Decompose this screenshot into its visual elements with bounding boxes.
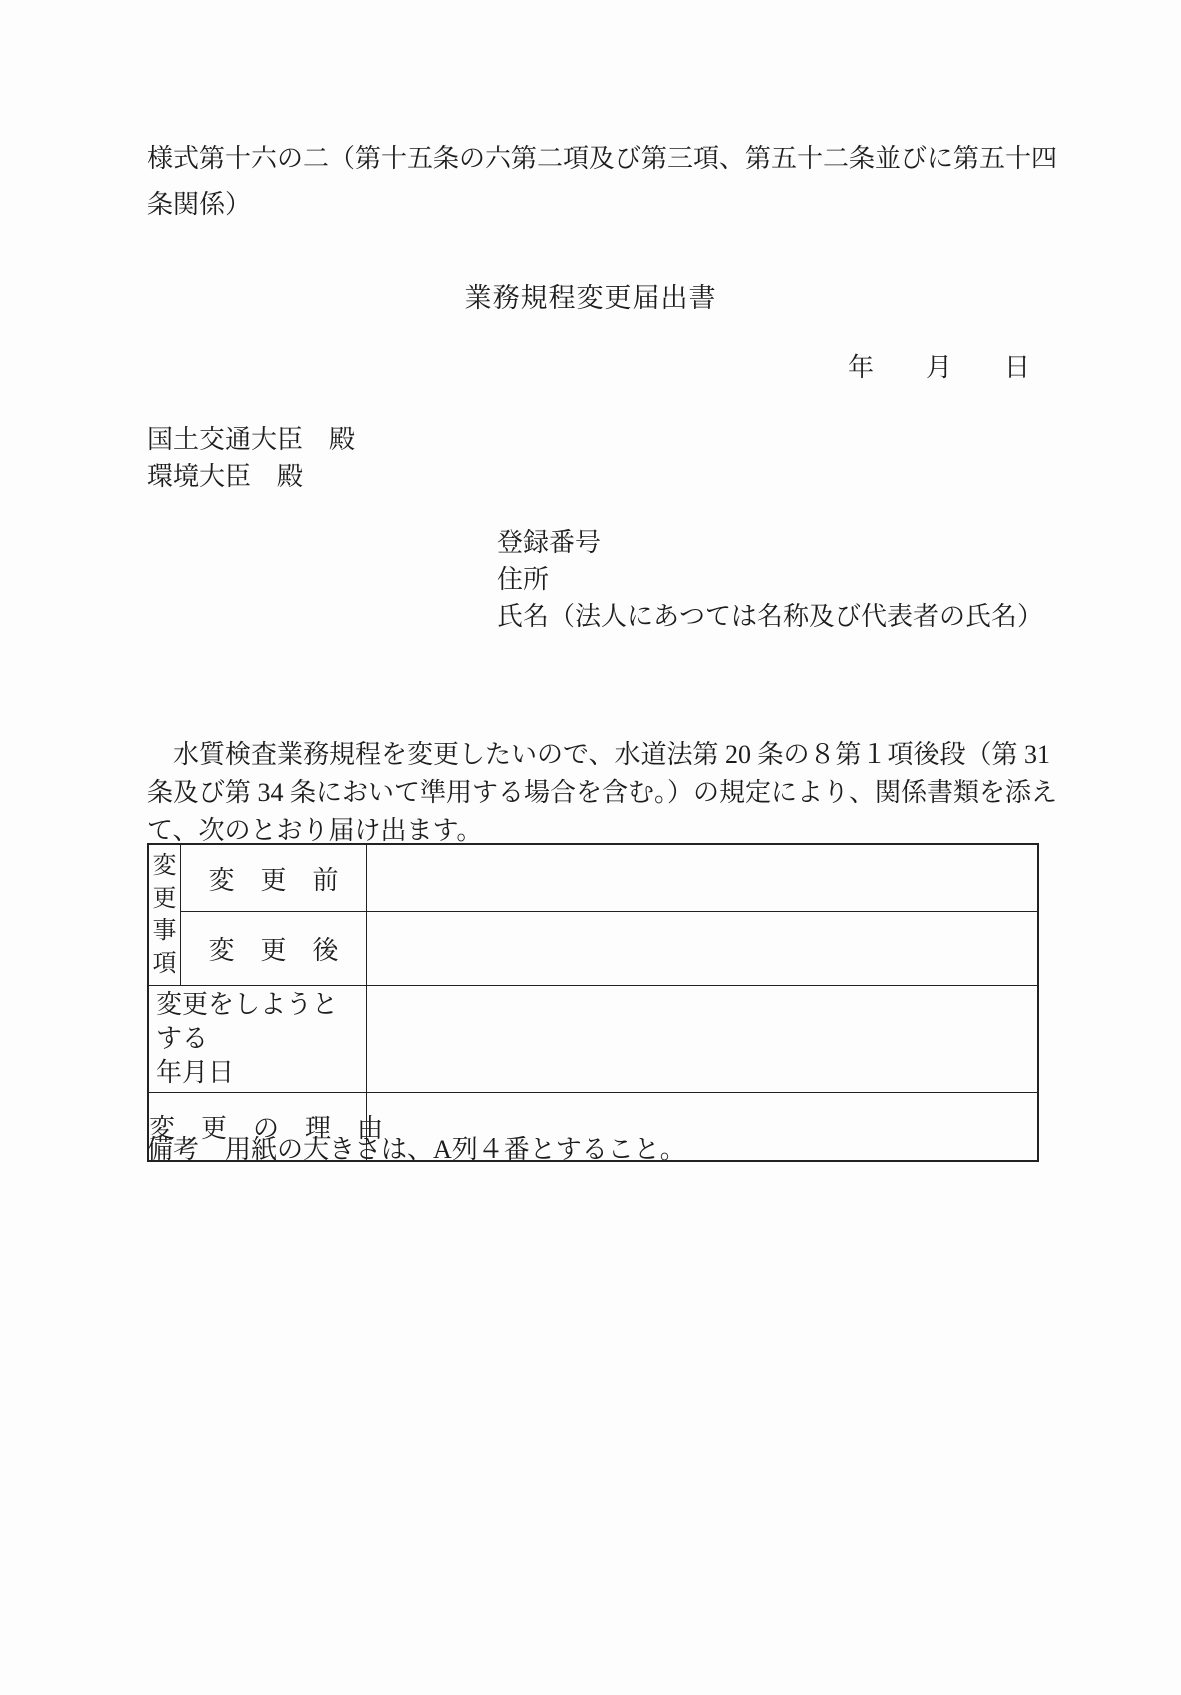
change-after-label: 変 更 後 [181,912,367,986]
vertical-char: 更 [152,885,177,912]
body-line-1: 水質検査業務規程を変更したいので、水道法第 20 条の８第１項後段（第 31 [147,740,1050,769]
form-number [147,136,1058,228]
vertical-char: 項 [152,951,177,978]
date-line: 年 月 日 [847,353,1030,382]
change-reason-label: 変 更 の 理 由 [148,1093,367,1161]
change-before-label: 変 更 前 [181,844,367,912]
change-date-value [367,986,1039,1093]
change-date-label-line-2: 年月日 [156,1058,235,1087]
table-row [148,986,1038,1093]
body-line-2: 条及び第 34 条において準用する場合を含む。）の規定により、関係書類を添え [147,778,1058,807]
body-paragraph [147,736,1058,850]
form-number-line-2: 条関係） [147,190,252,219]
remarks-note: 備考 用紙の大きさは、A列４番とすること。 [147,1135,686,1164]
vertical-char: 事 [152,918,177,945]
change-items-vertical-text [149,845,180,985]
address-label: 住所 [497,565,550,594]
name-label: 氏名（法人にあつては名称及び代表者の氏名） [497,602,1044,631]
addressees [147,421,355,495]
change-items-vertical-header [148,844,181,986]
vertical-char: 変 [152,852,177,879]
body-line-3: て、次のとおり届け出ます。 [147,816,483,845]
change-before-value [367,844,1039,912]
change-details-table [147,843,1039,1162]
table-row [148,912,1038,986]
submitter-block [497,524,1043,635]
registration-number-label: 登録番号 [497,528,602,557]
form-number-line-1: 様式第十六の二（第十五条の六第二項及び第三項、第五十二条並びに第五十四 [147,144,1058,173]
change-date-label-line-1: 変更をしようとする [156,990,339,1053]
table-row [148,844,1038,912]
addressee-minister-of-land: 国土交通大臣 殿 [147,425,356,454]
addressee-minister-of-environment: 環境大臣 殿 [147,462,304,491]
change-date-label [148,986,367,1093]
change-after-value [367,912,1039,986]
document-title: 業務規程変更届出書 [464,283,717,313]
